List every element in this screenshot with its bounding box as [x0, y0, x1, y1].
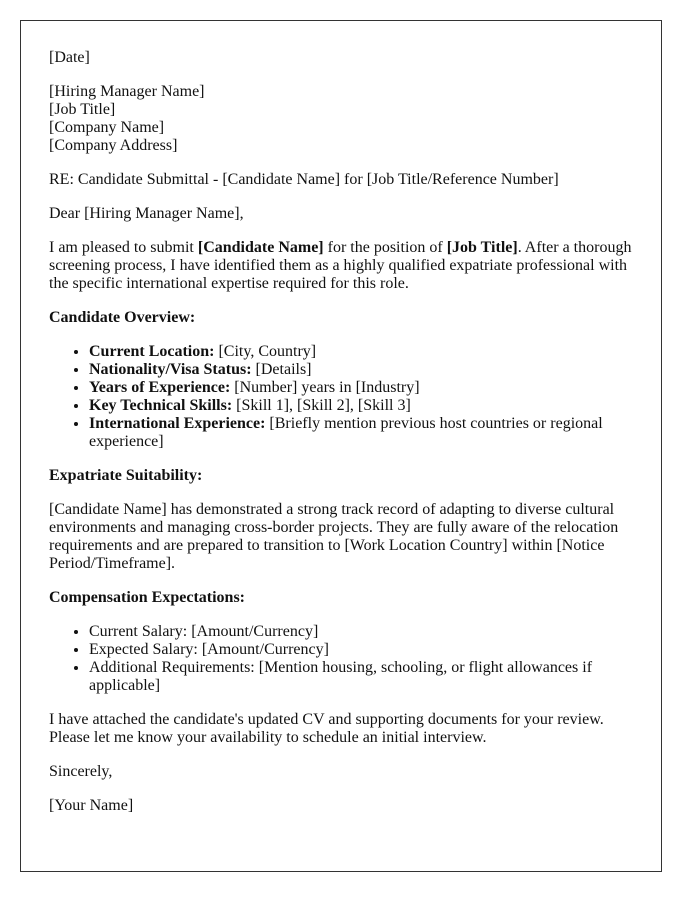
overview-label: International Experience: [89, 415, 266, 432]
overview-value: [City, Country] [214, 343, 317, 360]
recipient-block [49, 83, 633, 155]
subject-line: RE: Candidate Submittal - [Candidate Name] for [Job Title/Reference Number] [49, 171, 559, 188]
sign-off: Sincerely, [49, 763, 113, 780]
overview-value: [Skill 1], [Skill 2], [Skill 3] [232, 397, 411, 414]
overview-value: [Briefly mention previous host countries or regional experience] [89, 415, 603, 450]
intro-text-3: . After a thorough screening process, I have identified them as a highly qualified expatriate professional with the specific international expertise required for this role. [49, 239, 632, 292]
intro-text-2: for the position of [323, 239, 447, 256]
job-title-bold: [Job Title] [446, 239, 518, 256]
overview-value: [Details] [251, 361, 312, 378]
intro-paragraph [49, 239, 633, 293]
compensation-list [49, 623, 633, 695]
compensation-item-current: • Current Salary: [Amount/Currency] [89, 623, 633, 641]
suitability-paragraph: [Candidate Name] has demonstrated a strong track record of adapting to diverse cultural environments and managing cross-border projects. They are fully aware of the relocation requirements and are prepared to transition to [Work Location Country] within [Notice Period/Timeframe]. [49, 501, 619, 572]
compensation-heading: Compensation Expectations: [49, 589, 246, 606]
compensation-item-additional: • Additional Requirements: [Mention housing, schooling, or flight allowances if applicable] [89, 659, 633, 695]
overview-value: [Number] years in [Industry] [230, 379, 420, 396]
overview-item-nationality [89, 361, 633, 379]
recipient-title: [Job Title] [49, 101, 116, 118]
overview-label: Current Location: [89, 343, 215, 360]
overview-label: Key Technical Skills: [89, 397, 233, 414]
overview-item-location [89, 343, 633, 361]
intro-text-1: I am pleased to submit [49, 239, 198, 256]
letter-page [20, 20, 662, 872]
recipient-company: [Company Name] [49, 119, 165, 136]
recipient-address: [Company Address] [49, 137, 178, 154]
overview-label: Years of Experience: [89, 379, 231, 396]
candidate-overview-heading: Candidate Overview: [49, 309, 196, 326]
candidate-name-bold: [Candidate Name] [197, 239, 324, 256]
overview-item-international [89, 415, 633, 451]
letter-date: [Date] [49, 49, 90, 66]
signature-name: [Your Name] [49, 797, 134, 814]
overview-item-experience [89, 379, 633, 397]
overview-item-skills [89, 397, 633, 415]
closing-paragraph: I have attached the candidate's updated CV and supporting documents for your review. Please let me know your availability to schedule an initial interview. [49, 711, 604, 746]
compensation-item-expected: • Expected Salary: [Amount/Currency] [89, 641, 633, 659]
candidate-overview-list [49, 343, 633, 451]
expatriate-suitability-heading: Expatriate Suitability: [49, 467, 203, 484]
salutation: Dear [Hiring Manager Name], [49, 205, 244, 222]
recipient-name: [Hiring Manager Name] [49, 83, 205, 100]
overview-label: Nationality/Visa Status: [89, 361, 252, 378]
